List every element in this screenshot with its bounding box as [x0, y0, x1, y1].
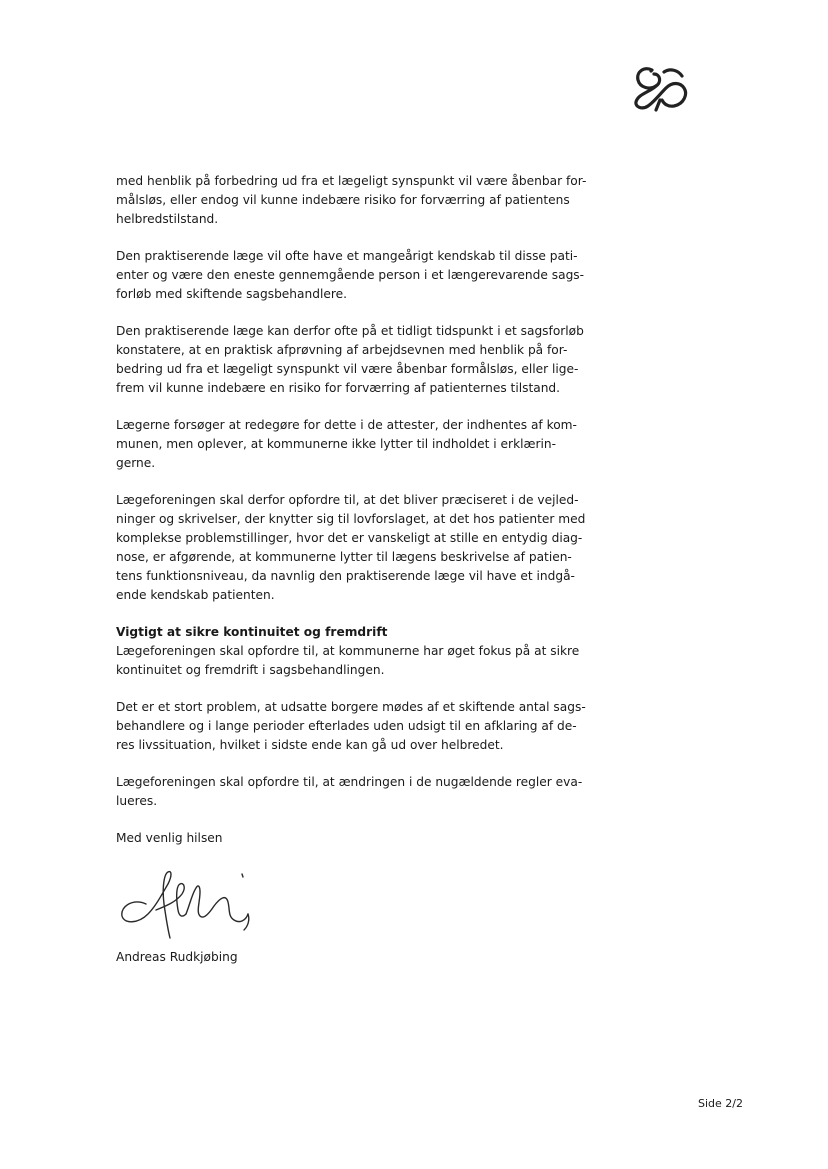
text-line: Lægeforeningen skal opfordre til, at kommunerne har øget fokus på at sikre [116, 644, 580, 658]
paragraph-2 [116, 247, 586, 304]
section-paragraph-1 [116, 623, 586, 680]
section-heading: Vigtigt at sikre kontinuitet og fremdrift [116, 625, 388, 639]
paragraph-4 [116, 416, 586, 473]
text-line: gerne. [116, 456, 156, 470]
text-line: med henblik på forbedring ud fra et lægeligt synspunkt vil være åbenbar for- [116, 174, 587, 188]
text-line: Den praktiserende læge kan derfor ofte på et tidligt tidspunkt i et sagsforløb [116, 324, 584, 338]
text-line: bedring ud fra et lægeligt synspunkt vil være åbenbar formålsløs, eller lige- [116, 362, 579, 376]
text-line: Det er et stort problem, at udsatte borgere mødes af et skiftende antal sags- [116, 700, 586, 714]
text-line: Lægerne forsøger at redegøre for dette i de attester, der indhentes af kom- [116, 418, 577, 432]
text-line: tens funktionsniveau, da navnlig den praktiserende læge vil have et indgå- [116, 569, 575, 583]
section-paragraph-2 [116, 698, 586, 755]
paragraph-3 [116, 322, 586, 398]
text-line: frem vil kunne indebære en risiko for forværring af patienternes tilstand. [116, 381, 561, 395]
section-paragraph-3 [116, 773, 586, 811]
text-line: Lægeforeningen skal derfor opfordre til, at det bliver præciseret i de vejled- [116, 493, 579, 507]
closing-greeting: Med venlig hilsen [116, 831, 223, 845]
text-line: ende kendskab patienten. [116, 588, 275, 602]
text-line: målsløs, eller endog vil kunne indebære risiko for forværring af patientens [116, 193, 570, 207]
text-line: komplekse problemstillinger, hvor det er vanskeligt at stille en entydig diag- [116, 531, 583, 545]
text-line: konstatere, at en praktisk afprøvning af arbejdsevnen med henblik på for- [116, 343, 568, 357]
text-line: nose, er afgørende, at kommunerne lytter til lægens beskrivelse af patien- [116, 550, 572, 564]
page-number: Side 2/2 [698, 1097, 743, 1110]
text-line: ninger og skrivelser, der knytter sig til lovforslaget, at det hos patienter med [116, 512, 586, 526]
text-line: Lægeforeningen skal opfordre til, at ændringen i de nugældende regler eva- [116, 775, 583, 789]
text-line: lueres. [116, 794, 158, 808]
text-line: behandlere og i lange perioder efterlades uden udsigt til en afklaring af de- [116, 719, 577, 733]
text-line: forløb med skiftende sagsbehandlere. [116, 287, 347, 301]
caduceus-snake-logo-icon [630, 60, 690, 112]
signer-name: Andreas Rudkjøbing [116, 950, 238, 964]
paragraph-1 [116, 172, 586, 229]
letter-body [116, 172, 586, 967]
text-line: kontinuitet og fremdrift i sagsbehandlingen. [116, 663, 385, 677]
text-line: helbredstilstand. [116, 212, 219, 226]
text-line: Den praktiserende læge vil ofte have et mangeårigt kendskab til disse pati- [116, 249, 578, 263]
text-line: enter og være den eneste gennemgående person i et længerevarende sags- [116, 268, 585, 282]
paragraph-5 [116, 491, 586, 605]
text-line: munen, men oplever, at kommunerne ikke lytter til indholdet i erklærin- [116, 437, 556, 451]
handwritten-signature [116, 854, 266, 946]
text-line: res livssituation, hvilket i sidste ende kan gå ud over helbredet. [116, 738, 504, 752]
